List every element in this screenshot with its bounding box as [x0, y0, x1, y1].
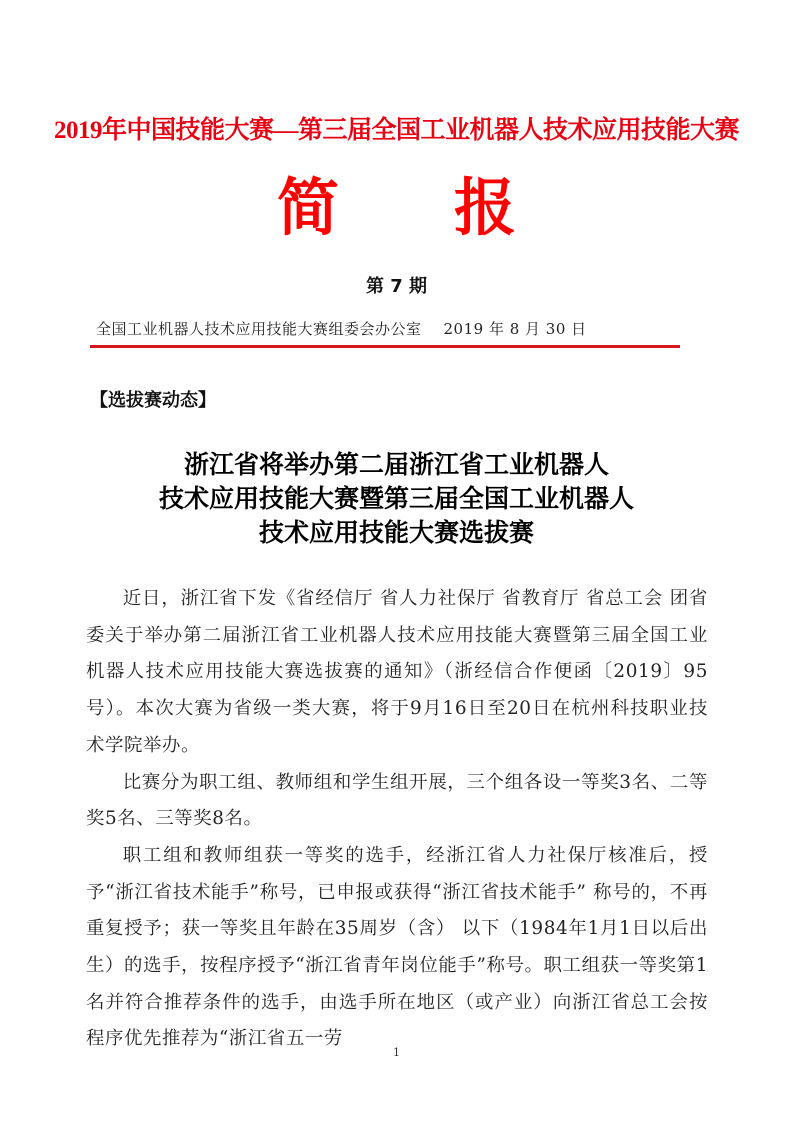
article-paragraph: 比赛分为职工组、教师组和学生组开展，三个组各设一等奖3名、二等奖5名、三等奖8名。 — [86, 771, 708, 830]
article-paragraph: 近日，浙江省下发《省经信厅 省人力社保厅 省教育厅 省总工会 团省委关于举办第二届浙江省工业机器人技术应用技能大赛暨第三届全国工业机器人技术应用技能大赛选拔赛的通知》（浙经信合作便函〔2019〕95号）。本次大赛为省级一类大赛，将于9月16日至20日在杭州科技职业技术学院举办。 — [86, 588, 708, 756]
report-title-char-2: 报 — [454, 171, 517, 244]
report-title-char-1: 简 — [276, 171, 339, 244]
issue-number: 第 7 期 — [365, 276, 428, 297]
issue-date: 2019 年 8 月 30 日 — [443, 320, 587, 338]
section-label: 【选拔赛动态】 — [90, 390, 216, 411]
article-body — [86, 581, 708, 1058]
report-headline: 2019年中国技能大赛—第三届全国工业机器人技术应用技能大赛 — [53, 117, 739, 144]
article-title — [0, 448, 793, 550]
issuer-organization: 全国工业机器人技术应用技能大赛组委会办公室 — [96, 320, 422, 338]
article-title-line: 技术应用技能大赛选拔赛 — [258, 518, 534, 547]
report-title — [0, 168, 793, 248]
article-paragraph: 职工组和教师组获一等奖的选手，经浙江省人力社保厅核准后，授予“浙江省技术能手”称号，已申报或获得“浙江省技术能手” 称号的，不再重复授予；获一等奖且年龄在35周岁（含） 以下（1984年1月1日以后出生）的选手，按程序授予“浙江省青年岗位能手”称号。职工组获一等奖第1名并符合推荐条件的选手，由选手所在地区（或产业）向浙江省总工会按程序优先推荐为“浙江省五一劳 — [86, 844, 708, 1050]
page-number: 1 — [393, 1046, 400, 1059]
header-divider — [90, 345, 680, 348]
article-title-line: 技术应用技能大赛暨第三届全国工业机器人 — [158, 484, 634, 513]
article-title-line: 浙江省将举办第二届浙江省工业机器人 — [183, 450, 609, 479]
issuer-line — [96, 318, 587, 339]
